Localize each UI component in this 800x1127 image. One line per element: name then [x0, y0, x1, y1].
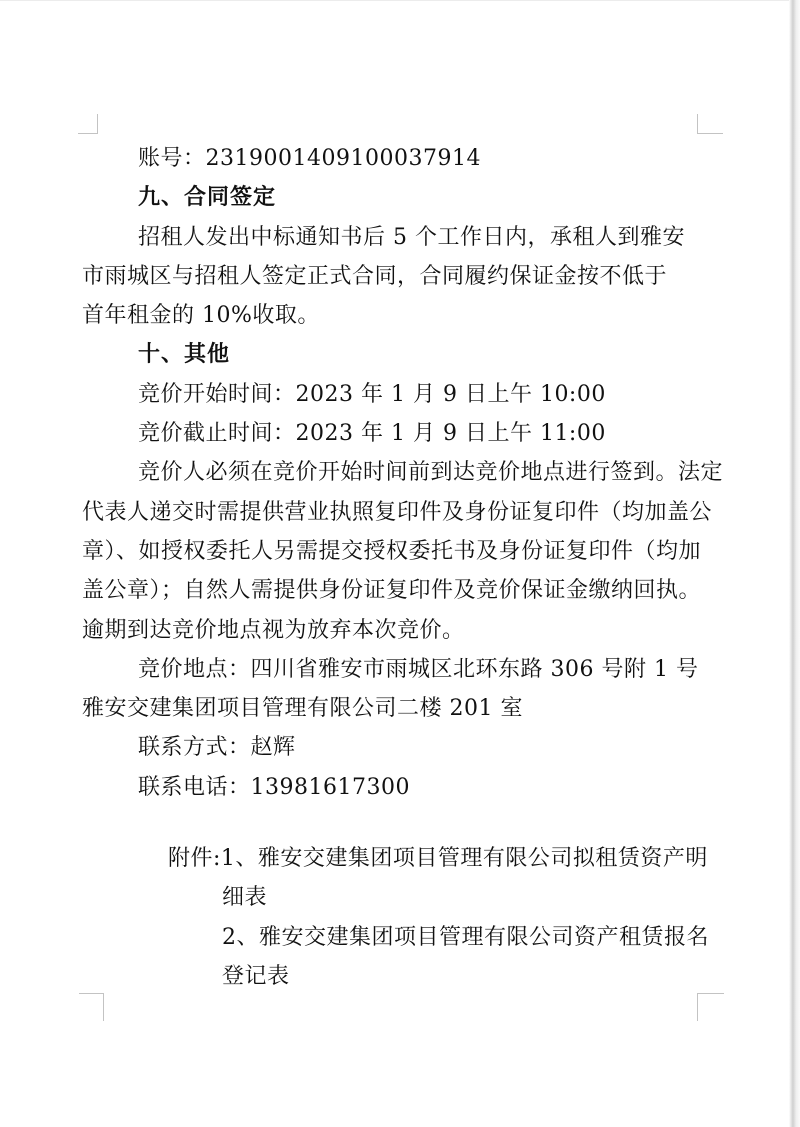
text-line: 盖公章）；自然人需提供身份证复印件及竞价保证金缴纳回执。 — [82, 578, 702, 604]
bid-start-time-line: 竞价开始时间：2023 年 1 月 9 日上午 10:00 — [138, 381, 606, 407]
contact-name-line: 联系方式：赵辉 — [138, 735, 296, 761]
bid-end-time-line: 竞价截止时间：2023 年 1 月 9 日上午 11:00 — [138, 421, 606, 447]
attachment-item-2: 2、雅安交建集团项目管理有限公司资产租赁报名 — [222, 924, 709, 950]
text-line: 章）、如授权委托人另需提交授权委托书及身份证复印件（均加 — [82, 538, 702, 564]
page-right-edge — [789, 0, 800, 1127]
page-top-edge — [0, 0, 800, 1]
margin-corner-mark-top-right — [697, 114, 723, 134]
bid-location-line: 竞价地点：四川省雅安市雨城区北环东路 306 号附 1 号 — [138, 656, 699, 682]
section-heading-10: 十、其他 — [138, 341, 231, 368]
contact-phone-line: 联系电话：13981617300 — [138, 774, 410, 800]
text-line: 招租人发出中标通知书后 5 个工作日内，承租人到雅安 — [138, 224, 685, 250]
text-line: 市雨城区与招租人签定正式合同，合同履约保证金按不低于 — [82, 263, 668, 289]
text-line: 逾期到达竞价地点视为放弃本次竞价。 — [82, 617, 465, 643]
attachment-block — [168, 839, 728, 996]
margin-corner-mark-bottom-right — [697, 993, 724, 1021]
text-line: 代表人递交时需提供营业执照复印件及身份证复印件（均加盖公 — [82, 499, 713, 525]
bid-location-line-2: 雅安交建集团项目管理有限公司二楼 201 室 — [82, 696, 523, 722]
attachment-item-1: 附件:1、雅安交建集团项目管理有限公司拟租赁资产明 — [168, 846, 708, 871]
margin-corner-mark-bottom-left — [79, 993, 104, 1021]
attachment-item-2-cont: 登记表 — [222, 963, 290, 989]
text-line: 竞价人必须在竞价开始时间前到达竞价地点进行签到。法定 — [138, 460, 724, 486]
account-number-line: 账号：2319001409100037914 — [138, 146, 481, 171]
margin-corner-mark-top-left — [78, 114, 98, 134]
section-heading-9: 九、合同签定 — [138, 184, 277, 211]
document-body — [82, 139, 722, 807]
attachment-item-1-cont: 细表 — [222, 885, 268, 911]
text-line: 首年租金的 10%收取。 — [82, 303, 320, 329]
